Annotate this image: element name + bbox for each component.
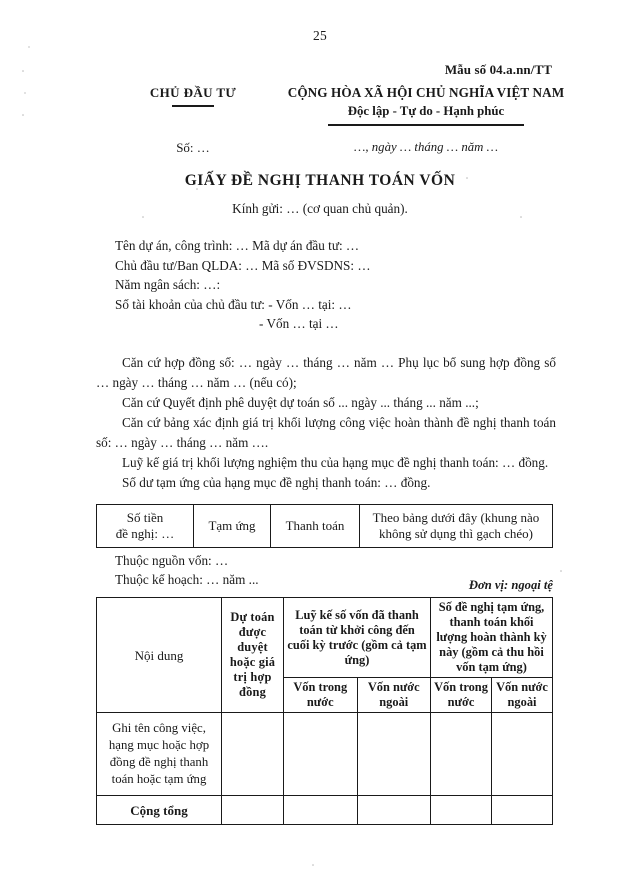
header-von-trong-nuoc-1: Vốn trong nước	[284, 678, 358, 713]
legal-basis-block	[96, 353, 556, 493]
project-info-block	[115, 236, 555, 334]
scan-speckle	[22, 70, 24, 72]
cell-du-toan-value[interactable]	[222, 713, 284, 796]
header-von-nuoc-ngoai-1: Vốn nước ngoài	[357, 678, 431, 713]
cell-luy-ke-trong-nuoc-value[interactable]	[284, 713, 358, 796]
issuing-organization: CHỦ ĐẦU TƯ	[149, 85, 237, 100]
header-du-toan: Dự toán được duyệt hoặc giá trị hợp đồng	[222, 598, 284, 713]
request-amount-table	[96, 504, 553, 548]
info-line-budget-year: Năm ngân sách: …:	[115, 277, 221, 292]
header-luy-ke: Luỹ kế số vốn đã thanh toán từ khởi công đến cuối kỳ trước (gồm cả tạm ứng)	[284, 598, 431, 678]
page-title: GIẤY ĐỀ NGHỊ THANH TOÁN VỐN	[184, 172, 456, 189]
table-row	[97, 796, 553, 825]
scan-speckle	[560, 570, 562, 572]
header-von-trong-nuoc-2: Vốn trong nước	[431, 678, 492, 713]
requested-amount-line-1: Số tiền	[126, 510, 164, 525]
scan-speckle	[312, 864, 314, 866]
cell-total-luy-ke-nuoc-ngoai[interactable]	[357, 796, 431, 825]
cell-luy-ke-nuoc-ngoai-value[interactable]	[357, 713, 431, 796]
header-right-column	[276, 85, 576, 126]
cell-requested-amount	[97, 505, 194, 548]
cell-advance: Tạm ứng	[194, 505, 271, 548]
header-left-column	[108, 85, 278, 107]
requested-amount-line-2: đề nghị: …	[115, 526, 175, 541]
funding-plan-line: Thuộc kế hoạch: … năm ...	[115, 572, 259, 587]
header-von-nuoc-ngoai-2: Vốn nước ngoài	[492, 678, 553, 713]
national-motto: Độc lập - Tự do - Hạnh phúc	[347, 104, 505, 118]
table-row	[97, 713, 553, 796]
funding-source-line: Thuộc nguồn vốn: …	[115, 553, 229, 568]
basis-paragraph-contract: Căn cứ hợp đồng số: … ngày … tháng … năm … Phụ lục bổ sung hợp đồng số … ngày … tháng … năm … (nếu có);	[96, 355, 556, 390]
national-title: CỘNG HÒA XÃ HỘI CHỦ NGHĨA VIỆT NAM	[287, 85, 565, 100]
cell-total-de-nghi-nuoc-ngoai[interactable]	[492, 796, 553, 825]
cell-total-luy-ke-trong-nuoc[interactable]	[284, 796, 358, 825]
basis-paragraph-accumulated-value: Luỹ kế giá trị khối lượng nghiệm thu của hạng mục đề nghị thanh toán: … đồng.	[122, 455, 549, 470]
motto-underline	[328, 124, 524, 126]
scan-speckle	[28, 46, 30, 48]
cell-table-note: Theo bảng dưới đây (khung nào không sử dụng thì gạch chéo)	[360, 505, 553, 548]
page-number: 25	[312, 28, 328, 43]
info-line-account-1: Số tài khoản của chủ đầu tư: - Vốn … tại: …	[115, 296, 352, 312]
info-line-account-2: - Vốn … tại …	[259, 316, 339, 331]
header-noi-dung: Nội dung	[97, 598, 222, 713]
info-line-project-name: Tên dự án, công trình: … Mã dự án đầu tư: …	[115, 238, 360, 253]
row-label-work-item: Ghi tên công việc, hạng mục hoặc hợp đồng đề nghị thanh toán hoặc tạm ứng	[97, 713, 222, 796]
cell-de-nghi-nuoc-ngoai-value[interactable]	[492, 713, 553, 796]
table-row	[97, 505, 553, 548]
cell-total-de-nghi-trong-nuoc[interactable]	[431, 796, 492, 825]
addressee-line: Kính gửi: … (cơ quan chủ quản).	[232, 201, 408, 216]
form-code: Mẫu số 04.a.nn/TT	[444, 62, 552, 77]
currency-unit-note: Đơn vị: ngoại tệ	[468, 578, 553, 592]
cell-de-nghi-trong-nuoc-value[interactable]	[431, 713, 492, 796]
cell-total-du-toan[interactable]	[222, 796, 284, 825]
cell-payment: Thanh toán	[271, 505, 360, 548]
row-label-total: Cộng tổng	[97, 796, 222, 825]
table-header-row-1	[97, 598, 553, 678]
info-line-investor: Chủ đầu tư/Ban QLDA: … Mã số ĐVSDNS: …	[115, 257, 371, 273]
document-number-label: Số: …	[176, 140, 210, 155]
basis-paragraph-estimate-decision: Căn cứ Quyết định phê duyệt dự toán số ... ngày ... tháng ... năm ...;	[122, 395, 479, 410]
basis-paragraph-advance-balance: Số dư tạm ứng của hạng mục đề nghị thanh toán: … đồng.	[122, 475, 431, 490]
header-so-de-nghi: Số đề nghị tạm ứng, thanh toán khối lượng hoàn thành kỳ này (gồm cả thu hồi vốn tạm ứng)	[431, 598, 553, 678]
payment-detail-table	[96, 597, 553, 825]
document-date-line: …, ngày … tháng … năm …	[354, 140, 498, 154]
basis-paragraph-valuation-sheet: Căn cứ bảng xác định giá trị khối lượng công việc hoàn thành đề nghị thanh toán số: … ngày … tháng … năm ….	[96, 415, 556, 450]
organization-underline	[172, 105, 214, 107]
